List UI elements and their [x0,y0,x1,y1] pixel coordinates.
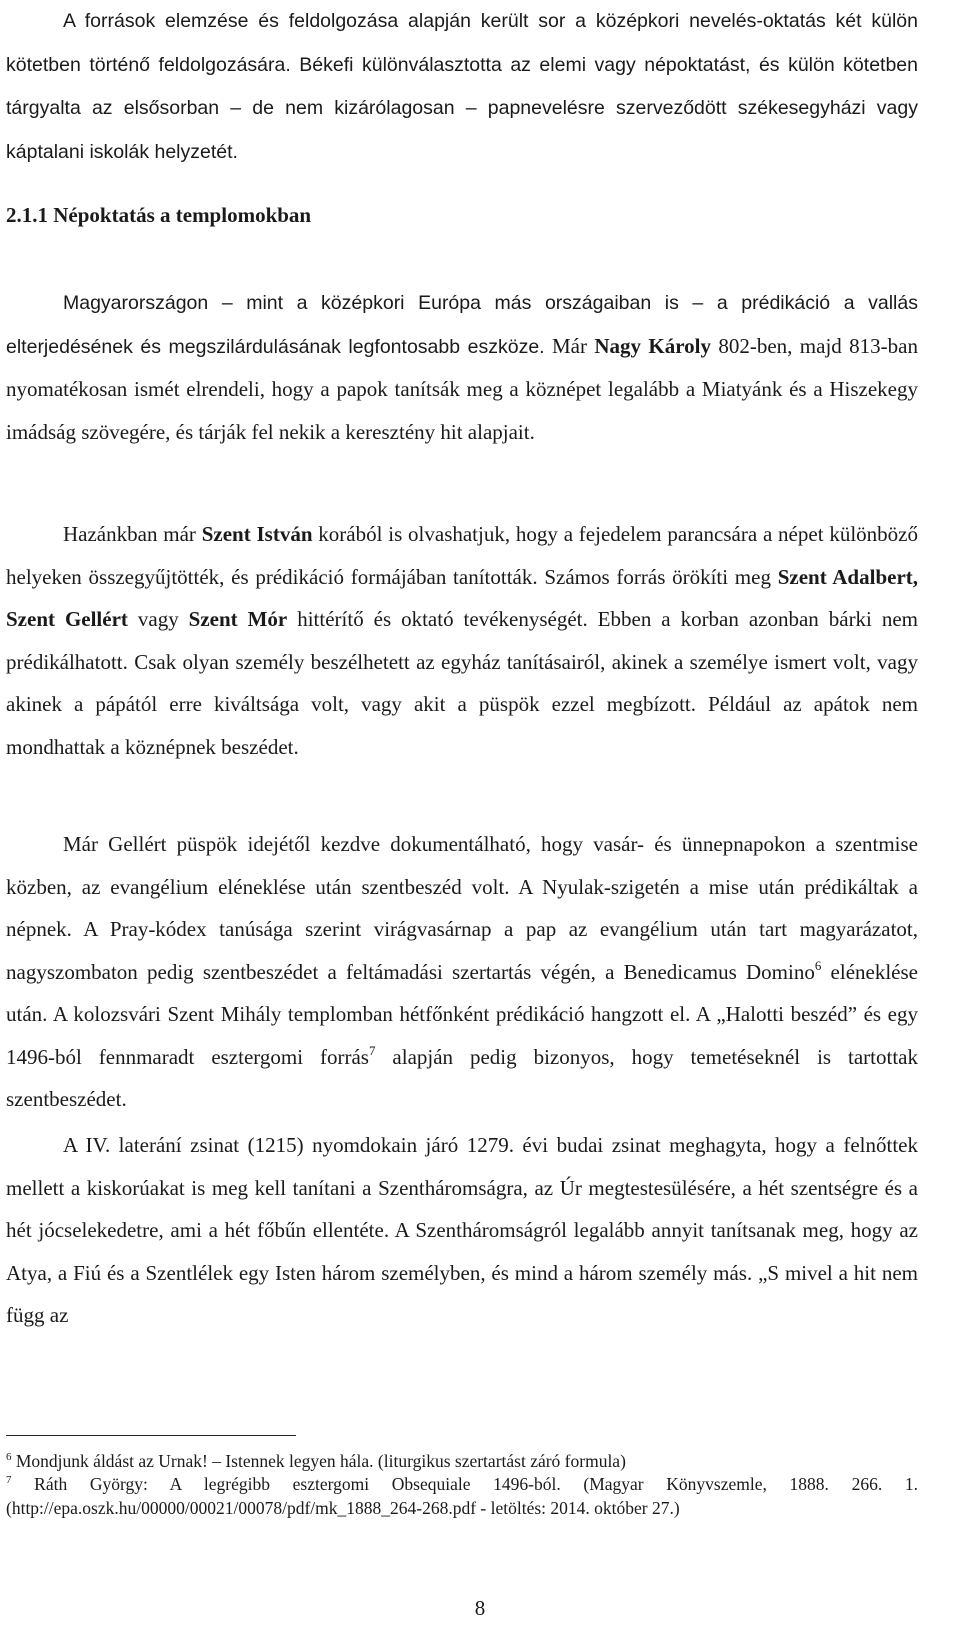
footnote-6 [6,1449,918,1473]
footnote-7-text: Ráth György: A legrégibb esztergomi Obsequiale 1496-ból. (Magyar Könyvszemle, 1888. 266. 1. (http://epa.oszk.hu/00000/00021/00078/pdf/mk_1888_264-268.pdf - letöltés: 2014. október 27.) [6,1474,918,1518]
page-number: 8 [474,1596,486,1620]
paragraph-3-part-b: eléneklése után. A kolozsvári Szent Mihály templomban hétfőnként prédikáció hangzott el. A „Halotti beszéd” és egy 1496-ból fennmaradt esztergomi forrás [6,959,918,1069]
paragraph-3-part-c: alapján pedig bizonyos, hogy temetéseknél is tartottak szentbeszédet. [6,1044,918,1111]
paragraph-1-part-d: 802-ben, majd 813-ban nyomatékosan ismét elrendeli, hogy a papok tanítsák meg a köznépet legalább a Miatyánk és a Hiszekegy imádság szövegére, és tárják fel nekik a keresztény hit alapjait. [6,333,918,444]
footnote-6-number: 6 [6,1451,12,1463]
paragraph-2-bold-adalbert-gellert: Szent Adalbert, Szent Gellért [6,564,919,631]
paragraph-1-bold-name: Nagy Károly [594,333,711,358]
paragraph-3-part-a: Már Gellért püspök idejétől kezdve dokumentálható, hogy vasár- és ünnepnapokon a szentmise közben, az evangélium eléneklése után szentbeszéd volt. A Nyulak-szigetén a mise után prédikáltak a népnek. A Pray-kódex tanúsága szerint virágvasárnap a pap az evangélium után tart magyarázatot, nagyszombaton pedig szentbeszédet a feltámadási szertartás végén, a Benedicamus Domino [6,832,918,984]
paragraph-3 [6,823,918,1121]
footnote-6-text: Mondjunk áldást az Urnak! – Istennek legyen hála. (liturgikus szertartást záró formula) [11,1451,626,1471]
paragraph-2-part-e: vagy [127,607,189,631]
paragraph-2 [6,513,918,768]
paragraph-2-part-g: hittérítő és oktató tevékenységét. Ebben a korban azonban bárki nem prédikálhatott. Csak olyan személy beszélhetett az egyház tanításairól, akinek a személye ismert volt, vagy akinek a pápától erre kiváltsága volt, vagy akit a püspök ezzel megbízott. Például az apátok nem mondhattak a köznépnek beszédet. [6,607,919,759]
footnote-ref-6[interactable]: 6 [814,957,822,973]
paragraph-2-bold-mor: Szent Mór [188,607,288,631]
footnote-ref-7[interactable]: 7 [368,1042,376,1058]
paragraph-4: A IV. laterání zsinat (1215) nyomdokain járó 1279. évi budai zsinat meghagyta, hogy a felnőttek mellett a kiskorúakat is meg kell tanítani a Szentháromságra, az Úr megtestesülésére, a hét szentségre és a hét jócselekedetre, ami a hét főbűn ellentéte. A Szentháromságról legalább annyit tanítsanak meg, hogy az Atya, a Fiú és a Szentlélek egy Isten három személyben, és mind a három személy más. „S mivel a hit nem függ az [6,1133,918,1327]
paragraph-1-part-b: Már [544,333,595,358]
footnote-7 [6,1472,918,1520]
footnote-7-number: 7 [6,1474,12,1486]
intro-paragraph: A források elemzése és feldolgozása alapján került sor a középkori nevelés-oktatás két külön kötetben történő feldolgozására. Békefi különválasztotta az elemi vagy népoktatást, és külön kötetben tárgyalta az elsősorban – de nem kizárólagosan – papnevelésre szerveződött székesegyházi vagy káptalani iskolák helyzetét. [6,10,918,163]
footnote-separator [6,1435,296,1436]
paragraph-1-part-a: Magyarországon – mint a középkori Európa más országaiban is – a prédikáció a vallás elterjedésének és megszilárdulásának legfontosabb eszköze. [6,292,918,358]
paragraph-2-bold-istvan: Szent István [201,522,313,546]
paragraph-2-part-c: korából is olvashatjuk, hogy a fejedelem parancsára a népet különböző helyeken összegyűjtötték, és prédikáció formájában tanították. Számos forrás örökíti meg [6,522,918,589]
paragraph-2-part-a: Hazánkban már [63,522,202,546]
paragraph-1 [6,281,918,453]
section-heading: 2.1.1 Népoktatás a templomokban [6,203,312,227]
